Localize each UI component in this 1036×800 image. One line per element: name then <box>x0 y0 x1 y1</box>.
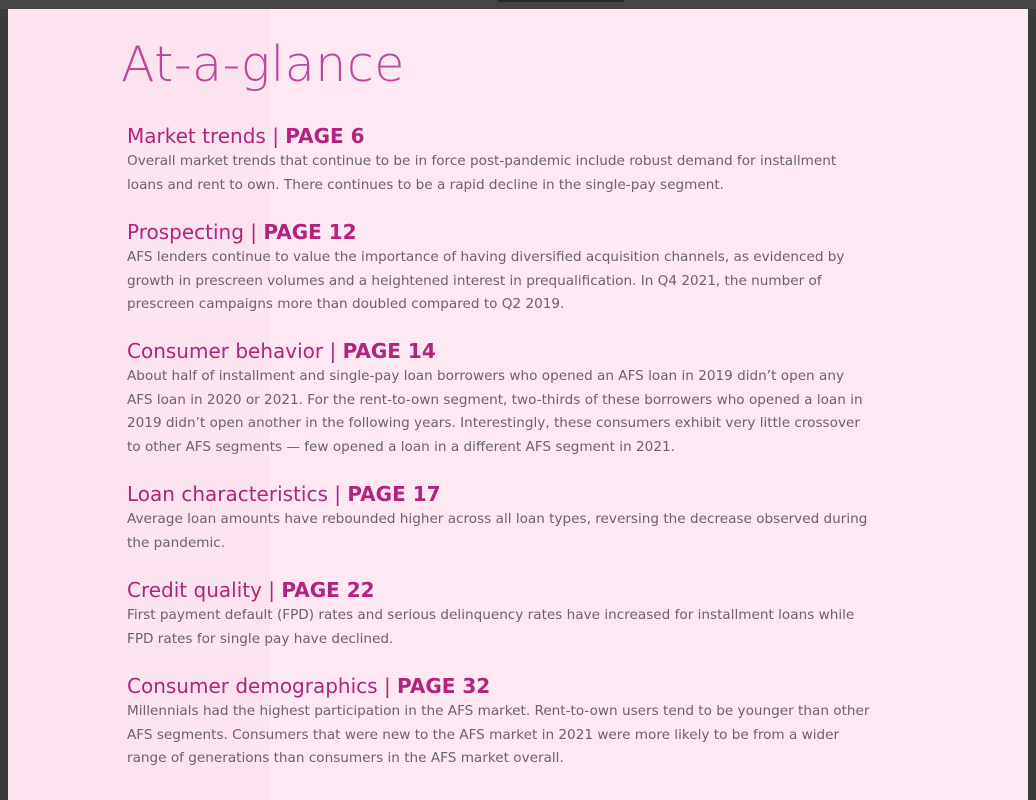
document-page <box>8 9 1028 800</box>
section-credit-quality <box>127 578 872 651</box>
section-heading <box>127 339 872 363</box>
page-reference: PAGE 14 <box>342 339 436 363</box>
heading-separator: | <box>268 578 276 602</box>
page-reference: PAGE 22 <box>281 578 375 602</box>
section-heading-text: Credit quality <box>127 578 262 602</box>
viewer-right-margin <box>1028 9 1036 800</box>
page-reference: PAGE 12 <box>263 220 357 244</box>
page-title: At-a-glance <box>121 36 405 93</box>
section-body: First payment default (FPD) rates and serious delinquency rates have increased for installment loans while FPD rates for single pay have declined. <box>127 607 855 647</box>
section-heading <box>127 674 872 698</box>
section-market-trends <box>127 124 872 197</box>
section-body: Overall market trends that continue to be in force post-pandemic include robust demand for installment loans and rent to own. There continues to be a rapid decline in the single-pay segment. <box>127 153 837 193</box>
section-body: Millennials had the highest participation in the AFS market. Rent-to-own users tend to be younger than other AFS segments. Consumers that were new to the AFS market in 2021 were more likely to be from a wider range of generations than consumers in the AFS market overall. <box>127 703 870 766</box>
section-heading <box>127 482 872 506</box>
section-consumer-demographics <box>127 674 872 771</box>
section-body: Average loan amounts have rebounded higher across all loan types, reversing the decrease observed during the pandemic. <box>127 511 868 551</box>
section-loan-characteristics <box>127 482 872 555</box>
section-heading-text: Market trends <box>127 124 266 148</box>
page-reference: PAGE 17 <box>347 482 441 506</box>
heading-separator: | <box>250 220 258 244</box>
viewer-left-margin <box>0 9 8 800</box>
section-prospecting <box>127 220 872 317</box>
heading-separator: | <box>329 339 337 363</box>
section-body: AFS lenders continue to value the importance of having diversified acquisition channels, as evidenced by growth in prescreen volumes and a heightened interest in prequalification. In Q4 2021, the number of prescreen campaigns more than doubled compared to Q2 2019. <box>127 249 845 312</box>
section-heading <box>127 220 872 244</box>
page-reference: PAGE 32 <box>397 674 491 698</box>
section-heading <box>127 124 872 148</box>
section-heading <box>127 578 872 602</box>
section-consumer-behavior <box>127 339 872 459</box>
viewer-tab-indicator <box>498 0 624 2</box>
section-heading-text: Prospecting <box>127 220 244 244</box>
section-heading-text: Consumer demographics <box>127 674 378 698</box>
heading-separator: | <box>383 674 391 698</box>
heading-separator: | <box>334 482 341 506</box>
section-body: About half of installment and single-pay loan borrowers who opened an AFS loan in 2019 didn’t open any AFS loan in 2020 or 2021. For the rent-to-own segment, two-thirds of these borrowers who opened a loan in 2019 didn’t open another in the following years. Interestingly, these consumers exhibit very little crossover to other AFS segments — few opened a loan in a different AFS segment in 2021. <box>127 368 863 455</box>
page-reference: PAGE 6 <box>285 124 365 148</box>
heading-separator: | <box>272 124 279 148</box>
section-heading-text: Loan characteristics <box>127 482 328 506</box>
section-heading-text: Consumer behavior <box>127 339 324 363</box>
